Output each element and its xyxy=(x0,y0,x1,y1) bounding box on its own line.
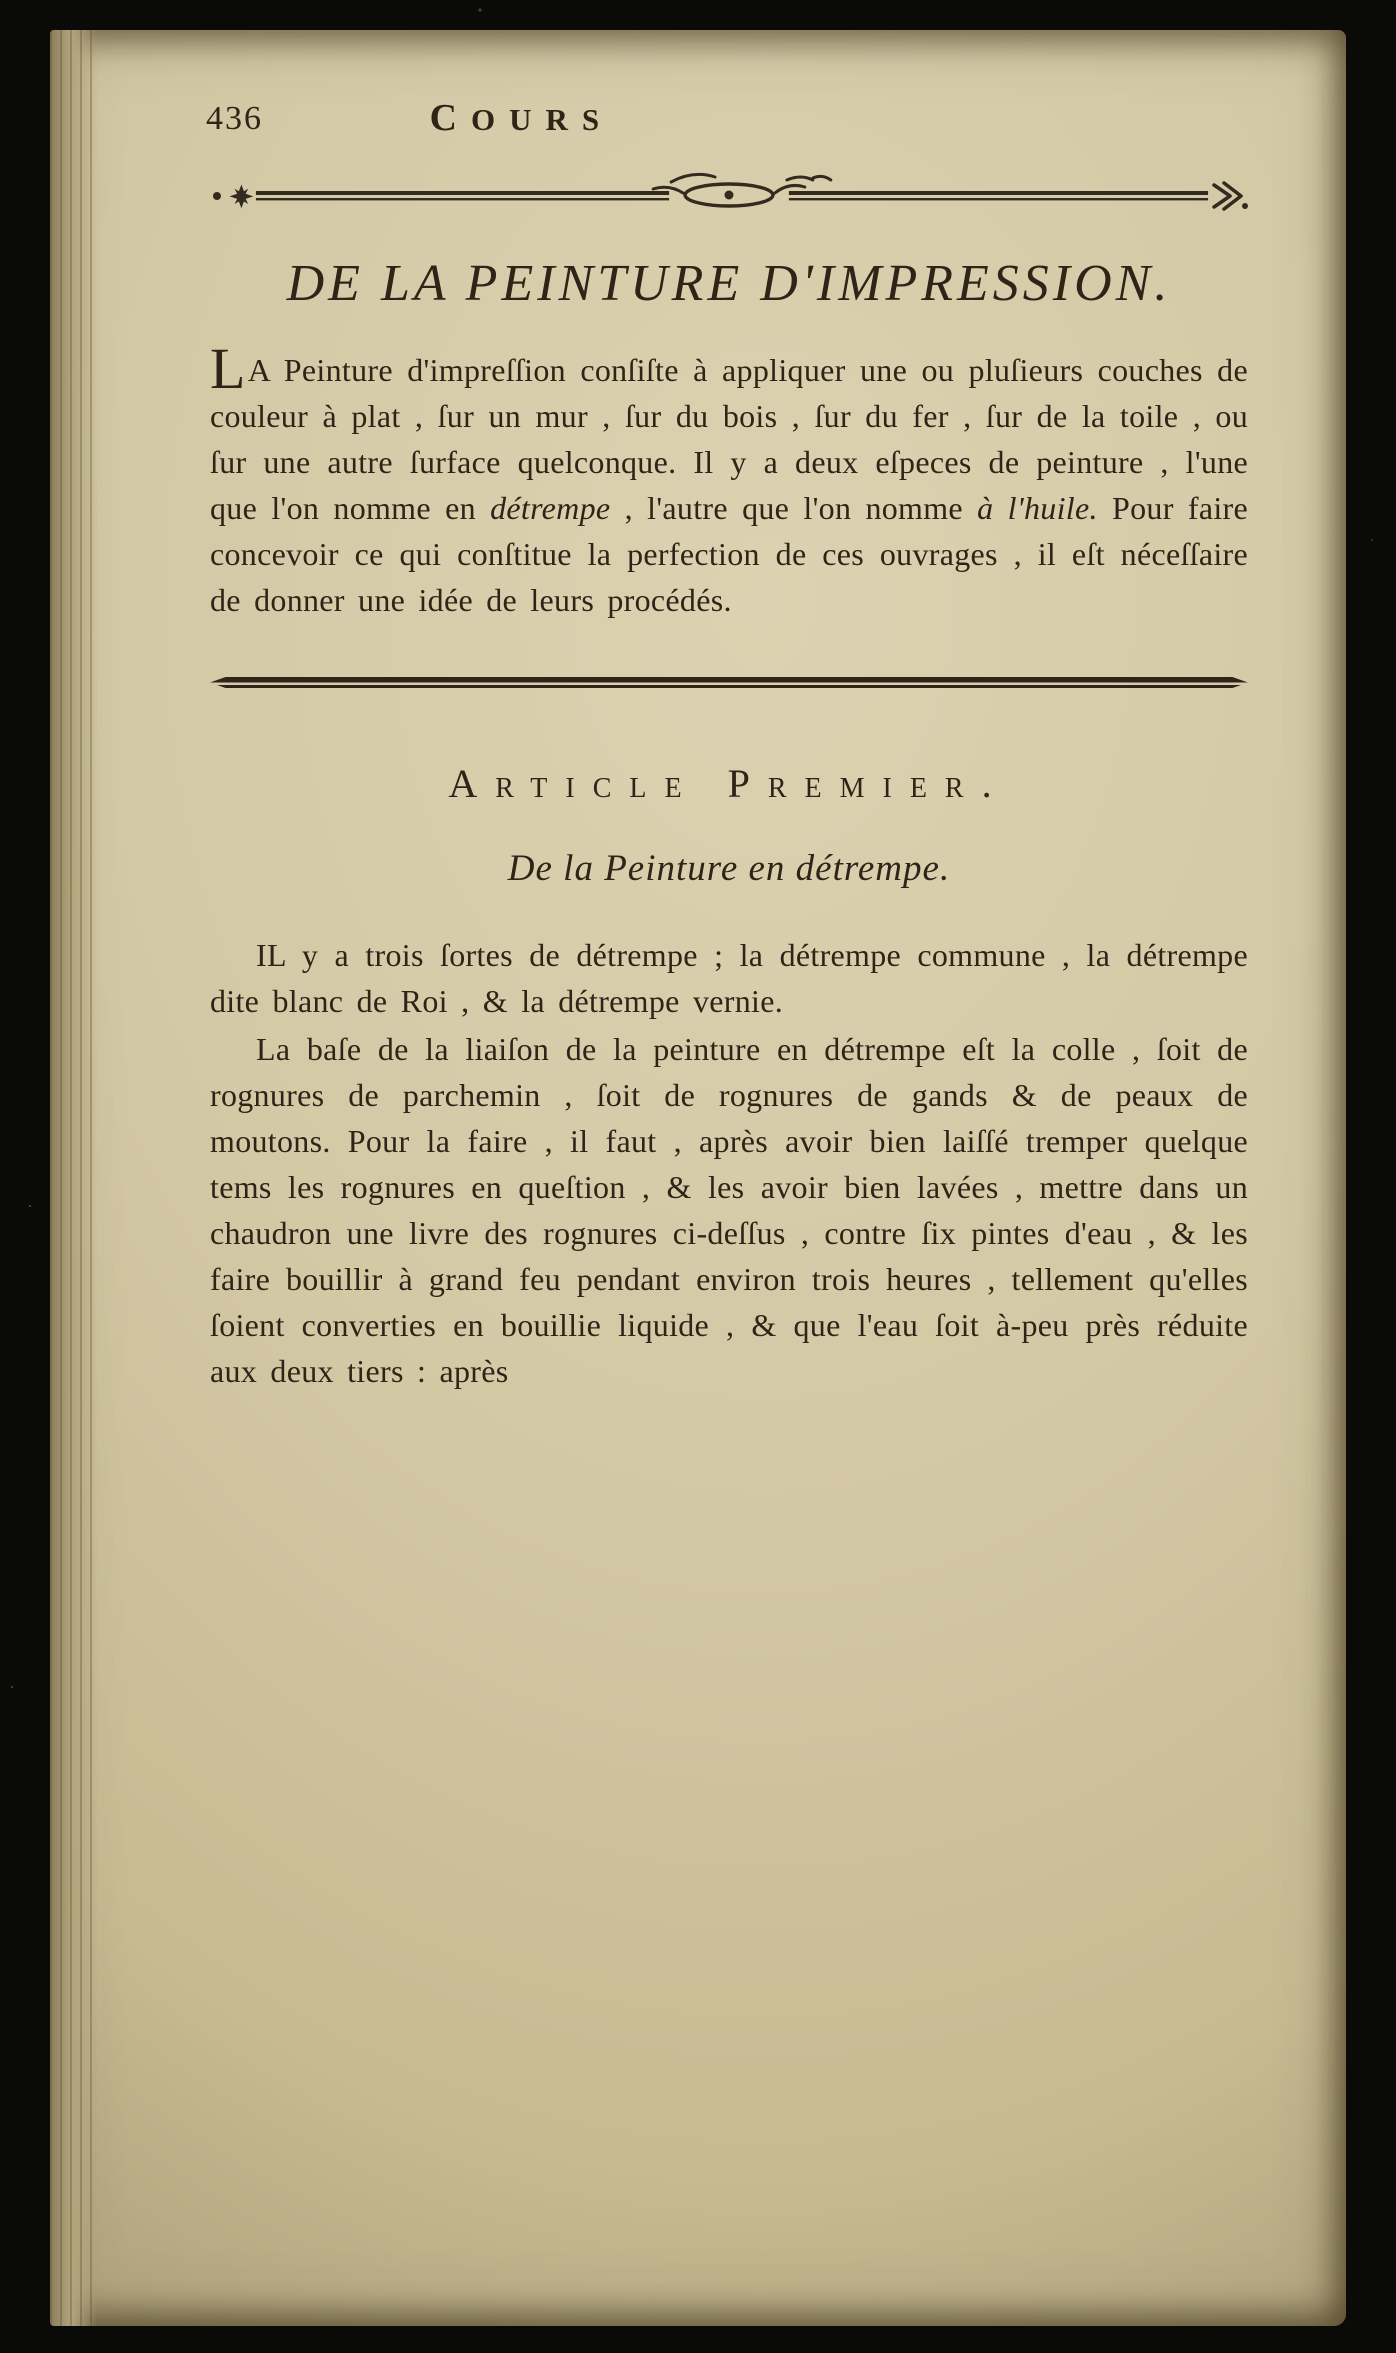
page-header xyxy=(206,94,1248,142)
paragraph-3: La baſe de la liaiſon de la peinture en détrempe eſt la colle , ſoit de rognures de parchemin , ſoit de rognures de gands & de peaux de moutons. Pour la faire , il faut , après avoir bien laiſſé tremper quelque tems les rognures en queſtion , & les avoir bien lavées , mettre dans un chaudron une livre des rognures ci-deſſus , contre ſix pintes d'eau , & les faire bouillir à grand feu pendant environ trois heures , tellement qu'elles ſoient converties en bouillie liquide , & que l'eau ſoit à-peu près réduite aux deux tiers : après xyxy=(210,1031,1248,1389)
page-spine-edge xyxy=(50,30,98,2326)
paragraph-1-italic-term: à l'huile. xyxy=(977,490,1098,526)
chapter-title: DE LA PEINTURE D'IMPRESSION. xyxy=(286,255,1172,312)
paragraph-1 xyxy=(210,336,1248,623)
section-rule-icon xyxy=(210,677,1248,688)
paragraph-1-italic-term: détrempe xyxy=(490,490,611,526)
article-subheading: De la Peinture en détrempe. xyxy=(507,848,951,889)
book-page xyxy=(50,30,1346,2326)
article-heading: Article Premier. xyxy=(448,761,1010,806)
headpiece-ornament-icon xyxy=(210,170,1248,216)
page-content xyxy=(206,30,1248,1394)
page-number: 436 xyxy=(206,100,263,137)
paragraph-1-segment: A Peinture d'impreſſion conſiſte à appliquer une ou pluſieurs couches de couleur à plat , ſur un mur , ſur du bois , ſur du fer , ſur de la toile , ou ſur une autre ſurface quelconque. Il y a deux eſpeces de peinture , l'une que l'on nomme en xyxy=(210,352,1248,526)
running-header: COURS xyxy=(429,97,614,139)
paragraph-2: IL y a trois ſortes de détrempe ; la détrempe commune , la détrempe dite blanc de Roi , & la détrempe vernie. xyxy=(210,937,1248,1019)
paragraph-1-segment: Pour faire concevoir ce qui conſtitue la perfection de ces ouvrages , il eſt néceſſaire de donner une idée de leurs procédés. xyxy=(210,490,1248,618)
paragraph-1-segment: , l'autre que l'on nomme xyxy=(610,490,978,526)
drop-initial-letter: L xyxy=(210,336,246,401)
